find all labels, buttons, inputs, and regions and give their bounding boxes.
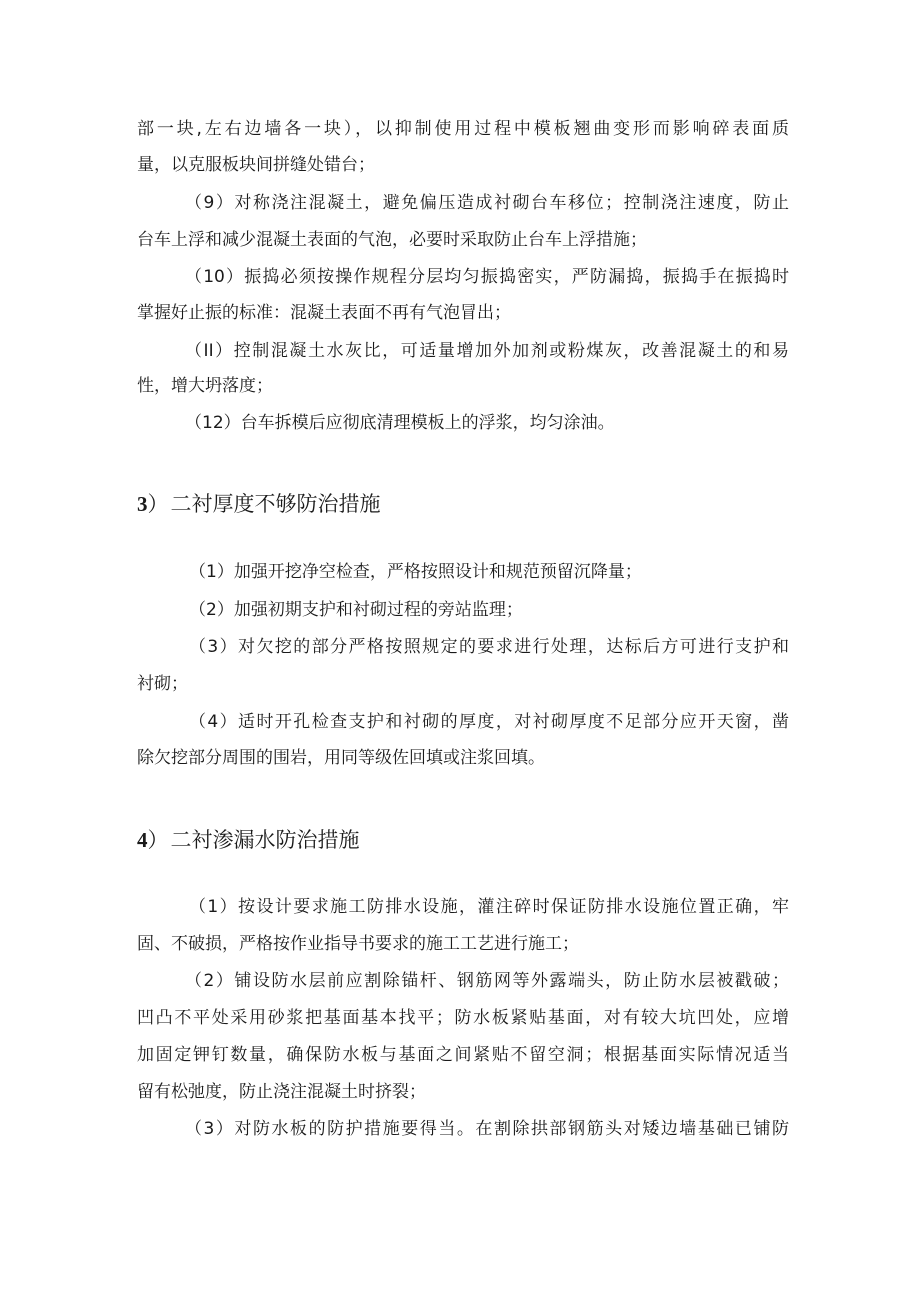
section-heading-4 bbox=[137, 826, 360, 854]
section3-item-2: （2）加强初期支护和衬砌过程的旁站监理； bbox=[189, 600, 523, 620]
section-heading-3 bbox=[137, 490, 381, 518]
heading-paren: ） bbox=[147, 492, 169, 516]
list-item-12-line: （12）台车拆模后应彻底清理模板上的浮浆，均匀涂油。 bbox=[185, 413, 615, 433]
heading-paren: ） bbox=[147, 828, 169, 852]
heading-number: 4 bbox=[137, 828, 148, 852]
heading-text: 二衬渗漏水防治措施 bbox=[170, 828, 360, 852]
list-item-11-line: 性，增大坍落度； bbox=[137, 376, 273, 396]
section4-item-3-line: （3）对防水板的防护措施要得当。在割除拱部钢筋头对矮边墙基础已铺防 bbox=[185, 1119, 789, 1139]
section3-item-1: （1）加强开挖净空检查，严格按照设计和规范预留沉降量； bbox=[189, 562, 642, 582]
section4-item-2-line: 留有松弛度，防止浇注混凝土时挤裂； bbox=[137, 1082, 426, 1102]
section4-item-2-line: 加固定钾钉数量，确保防水板与基面之间紧贴不留空洞；根据基面实际情况适当 bbox=[137, 1045, 789, 1065]
section4-item-2-line: （2）铺设防水层前应割除锚杆、钢筋网等外露端头，防止防水层被戳破； bbox=[185, 971, 789, 991]
section4-item-2-line: 凹凸不平处采用砂浆把基面基本找平；防水板紧贴基面，对有较大坑凹处，应增 bbox=[137, 1008, 789, 1028]
section3-item-4-line: 除欠挖部分周围的围岩，用同等级佐回填或注浆回填。 bbox=[137, 748, 545, 768]
list-item-9-line: 台车上浮和减少混凝土表面的气泡，必要时采取防止台车上浮措施； bbox=[137, 230, 647, 250]
paragraph-line: 部一块,左右边墙各一块），以抑制使用过程中模板翘曲变形而影响碎表面质 bbox=[137, 119, 789, 139]
section3-item-3-line: （3）对欠挖的部分严格按照规定的要求进行处理，达标后方可进行支护和 bbox=[189, 637, 789, 657]
section3-item-4-line: （4）适时开孔检查支护和衬砌的厚度，对衬砌厚度不足部分应开天窗，凿 bbox=[189, 712, 789, 732]
section4-item-1-line: （1）按设计要求施工防排水设施，灌注碎时保证防排水设施位置正确，牢 bbox=[189, 897, 789, 917]
section4-item-1-line: 固、不破损，严格按作业指导书要求的施工工艺进行施工； bbox=[137, 934, 579, 954]
section3-item-3-line: 衬砌； bbox=[137, 674, 188, 694]
list-item-10-line: （10）振捣必须按操作规程分层均匀振捣密实，严防漏捣，振捣手在振捣时 bbox=[185, 267, 789, 287]
heading-number: 3 bbox=[137, 492, 148, 516]
list-item-11-line: （II）控制混凝土水灰比，可适量增加外加剂或粉煤灰，改善混凝土的和易 bbox=[185, 341, 789, 361]
list-item-10-line: 掌握好止振的标准：混凝土表面不再有气泡冒出； bbox=[137, 303, 511, 323]
paragraph-line: 量，以克服板块间拼缝处错台； bbox=[137, 155, 375, 175]
heading-text: 二衬厚度不够防治措施 bbox=[170, 492, 381, 516]
list-item-9-line: （9）对称浇注混凝土，避免偏压造成衬砌台车移位；控制浇注速度，防止 bbox=[185, 193, 789, 213]
